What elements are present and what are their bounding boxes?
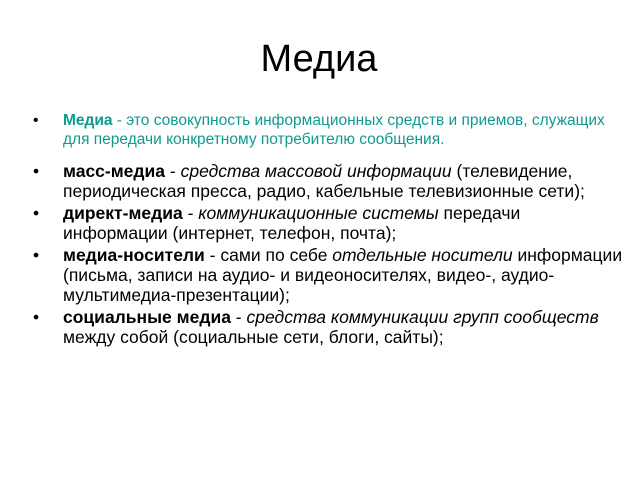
bullet-dot-icon: • <box>33 112 39 129</box>
bullet-separator: - <box>230 307 247 327</box>
bullet-term: масс-медиа <box>63 161 166 181</box>
bullet-separator: - <box>165 161 181 181</box>
bullet-dot-icon: • <box>33 203 40 223</box>
bullet-media-carriers <box>33 245 623 305</box>
bullet-text: информации (письма, записи на аудио- и видеоносителях, видео-, аудио- мультимедиа-презентации); <box>63 245 623 305</box>
bullet-text: - это совокупность информационных средств и приемов, служащих для передачи конкретному потребителю сообщения. <box>63 112 605 148</box>
bullet-term: медиа-носители <box>63 245 205 265</box>
bullet-italic: отдельные носители <box>332 245 513 265</box>
bullet-dot-icon: • <box>33 161 40 181</box>
bullet-italic: средства массовой информации <box>180 161 452 181</box>
bullet-text-pre: - сами по себе <box>204 245 333 265</box>
bullet-term: директ-медиа <box>63 203 183 223</box>
bullet-social-media <box>33 307 623 347</box>
bullet-dot-icon: • <box>33 307 40 327</box>
bullet-direct-media <box>33 203 623 243</box>
slide-title: Медиа <box>260 38 378 80</box>
bullet-term: Медиа <box>63 112 113 129</box>
bullet-text: между собой (социальные сети, блоги, сайты); <box>63 327 444 347</box>
bullet-term: социальные медиа <box>63 307 231 327</box>
bullet-dot-icon: • <box>33 245 40 265</box>
bullet-list <box>33 111 623 349</box>
bullet-text: передачи информации (интернет, телефон, почта); <box>63 203 521 243</box>
bullet-media-definition <box>33 111 623 149</box>
bullet-italic: средства коммуникации групп сообществ <box>246 307 599 327</box>
bullet-text: (телевидение, периодическая пресса, радио, кабельные телевизионные сети); <box>63 161 585 201</box>
bullet-mass-media <box>33 161 623 201</box>
bullet-italic: коммуникационные системы <box>198 203 439 223</box>
bullet-separator: - <box>182 203 199 223</box>
